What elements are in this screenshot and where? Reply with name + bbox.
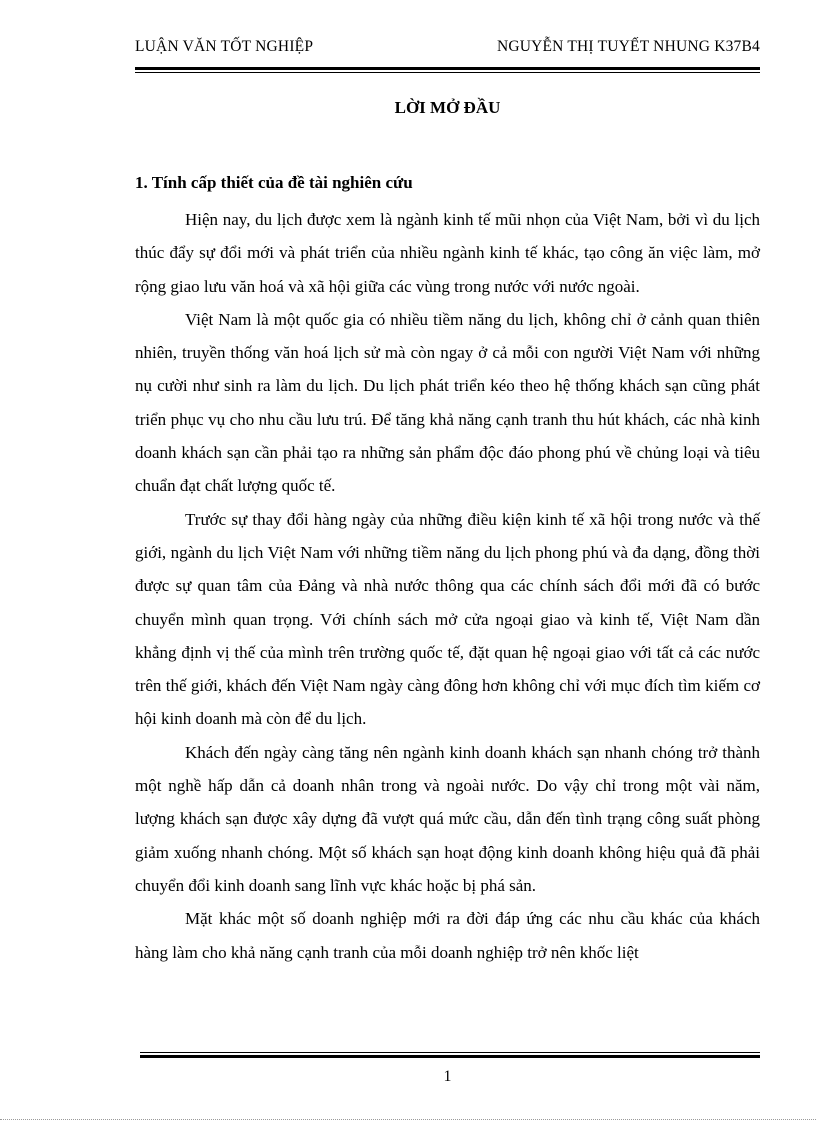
page-edge-dotted-line	[0, 1119, 816, 1120]
page-number: 1	[443, 1068, 452, 1085]
footer-rule-thick	[140, 1055, 760, 1058]
header-rule-double	[135, 67, 760, 73]
header-author-label: NGUYỄN THỊ TUYẾT NHUNG K37B4	[496, 38, 760, 55]
paragraph-2: Việt Nam là một quốc gia có nhiều tiềm năng du lịch, không chỉ ở cảnh quan thiên nhiên, truyền thống văn hoá lịch sử mà còn ngay ở cả mỗi con người Việt Nam với những nụ cười như sinh ra làm du lịch. Du lịch phát triển kéo theo hệ thống khách sạn cũng phát triển phục vụ cho nhu cầu lưu trú. Để tăng khả năng cạnh tranh thu hút khách, các nhà kinh doanh khách sạn cần phải tạo ra những sản phẩm độc đáo phong phú về chủng loại và tiêu chuẩn đạt chất lượng quốc tế.	[135, 309, 760, 496]
paragraph-4: Khách đến ngày càng tăng nên ngành kinh doanh khách sạn nhanh chóng trở thành một nghề hấp dẫn cả doanh nhân trong và ngoài nước. Do vậy chỉ trong một vài năm, lượng khách sạn được xây dựng đã vượt quá mức cầu, dẫn đến tình trạng công suất phòng giảm xuống nhanh chóng. Một số khách sạn hoạt động kinh doanh không hiệu quả đã phải chuyển đổi kinh doanh sang lĩnh vực khác hoặc bị phá sản.	[135, 742, 760, 895]
footer-rule-thin	[140, 1052, 760, 1053]
page-header	[135, 38, 760, 60]
body-text	[135, 203, 760, 969]
page-title: LỜI MỞ ĐẦU	[394, 98, 501, 117]
header-thesis-label: LUẬN VĂN TỐT NGHIỆP	[135, 38, 314, 55]
section-heading: 1. Tính cấp thiết của đề tài nghiên cứu	[135, 173, 413, 192]
paragraph-1: Hiện nay, du lịch được xem là ngành kinh tế mũi nhọn của Việt Nam, bởi vì du lịch thúc đẩy sự đổi mới và phát triển của nhiều ngành kinh tế khác, tạo công ăn việc làm, mở rộng giao lưu văn hoá và xã hội giữa các vùng trong nước với nước ngoài.	[135, 210, 760, 296]
paragraph-5: Mặt khác một số doanh nghiệp mới ra đời đáp ứng các nhu cầu khác của khách hàng làm cho khả năng cạnh tranh của mỗi doanh nghiệp trở nên khốc liệt	[135, 909, 760, 962]
paragraph-3: Trước sự thay đổi hàng ngày của những điều kiện kinh tế xã hội trong nước và thế giới, ngành du lịch Việt Nam với những tiềm năng du lịch phong phú và đa dạng, đồng thời được sự quan tâm của Đảng và nhà nước thông qua các chính sách đổi mới đã có bước chuyển mình quan trọng. Với chính sách mở cửa ngoại giao và kinh tế, Việt Nam dần khẳng định vị thế của mình trên trường quốc tế, đặt quan hệ ngoại giao với tất cả các nước trên thế giới, khách đến Việt Nam ngày càng đông hơn không chỉ với mục đích tìm kiếm cơ hội kinh doanh mà còn để du lịch.	[135, 509, 760, 729]
